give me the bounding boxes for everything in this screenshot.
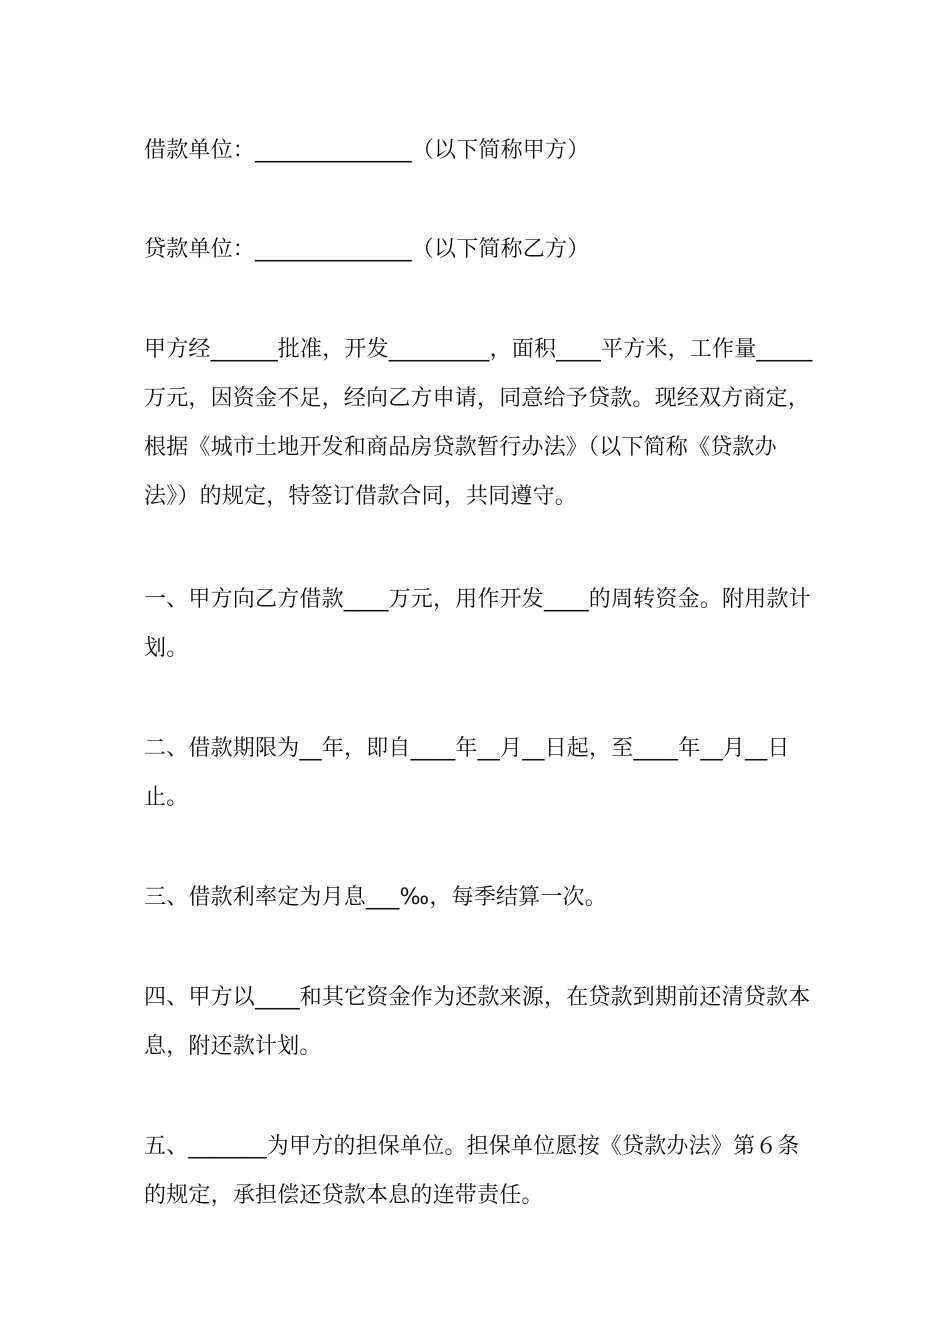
borrower-line: 借款单位：______________（以下简称甲方） — [144, 138, 590, 163]
clause-2: 二、借款期限为__年，即自____年__月__日起，至____年__月__日止。 — [144, 736, 790, 810]
lender-line: 贷款单位：______________（以下简称乙方） — [144, 237, 590, 262]
intro-paragraph: 甲方经______批准，开发_________，面积____平方米，工作量_____万元，因资金不足，经向乙方申请，同意给予贷款。现经双方商定，根据《城市土地开发和商品房贷款暂行办法》（以下简称《贷款办法》）的规定，特签订借款合同，共同遵守。 — [144, 337, 813, 509]
clause-3: 三、借款利率定为月息___‰，每季结算一次。 — [144, 885, 607, 910]
clause-4: 四、甲方以____和其它资金作为还款来源，在贷款到期前还清贷款本息，附还款计划。 — [144, 985, 811, 1059]
clause-1: 一、甲方向乙方借款____万元，用作开发____的周转资金。附用款计划。 — [144, 587, 811, 661]
clause-5: 五、_______为甲方的担保单位。担保单位愿按《贷款办法》第６条的规定，承担偿还贷款本息的连带责任。 — [144, 1134, 800, 1208]
